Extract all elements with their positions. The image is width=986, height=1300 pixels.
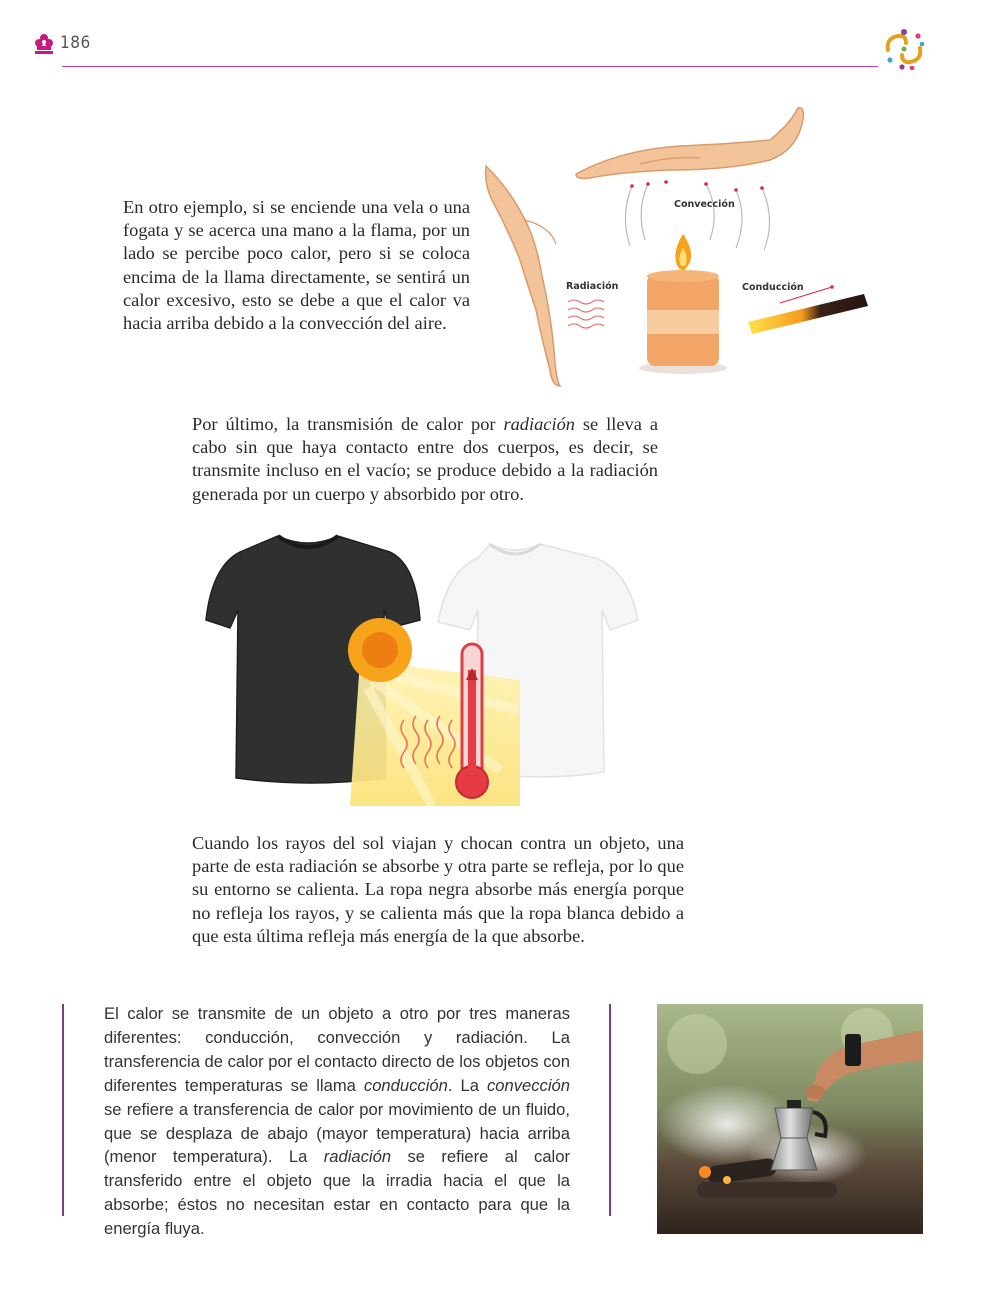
radiation-term: radiación — [503, 414, 575, 434]
figure-tshirts — [200, 530, 650, 810]
paragraph-sun-rays: Cuando los rayos del sol viajan y chocan contra un objeto, una parte de esta radiación se absorbe y otra parte se refleja, por lo que su entorno se calienta. La ropa negra absorbe más energía porque no refleja los rayos, y se calienta más que la ropa blanca debido a que esta última refleja más energía de la que absorbe. — [192, 833, 684, 946]
summary-part-2: . La — [447, 1075, 487, 1095]
flower-ornament-icon — [34, 32, 54, 56]
thermometer-icon — [456, 644, 488, 798]
summary-term-radiation: radiación — [323, 1147, 392, 1167]
summary-term-convection: convección — [486, 1075, 570, 1095]
label-conduction: Conducción — [742, 282, 804, 293]
paragraph-candle-example: En otro ejemplo, si se enciende una vela o una fogata y se acerca una mano a la flama, por un lado se percibe poco calor, pero si se coloca encima de la llama directamente, se sentirá un calor excesivo, esto se debe a que el calor va hacia arriba debido a la convección del aire. — [123, 197, 470, 334]
summary-text — [104, 1002, 570, 1241]
header-rule — [62, 66, 878, 67]
summary-part-3: se refiere a transferencia de calor por movimiento de un fluido, que se desplaza de abajo (mayor temperatura) hacia arriba (menor temperatura). La — [104, 1099, 570, 1167]
summary-part-1: El calor se transmite de un objeto a otro por tres maneras diferentes: conducción, convección y radiación. La transferencia de calor por el contacto directo de los objetos con diferentes temperaturas se llama — [104, 1004, 570, 1095]
radiation-text-start: Por último, la transmisión de calor por — [192, 414, 504, 434]
campfire-moka-pot-photo — [657, 1004, 923, 1234]
black-white-tshirts-illustration — [200, 530, 650, 810]
summary-right-bar — [609, 1004, 611, 1216]
colorful-swirl-logo-icon — [882, 28, 926, 70]
summary-part-4: se refiere al calor transferido entre el objeto que la irradia hacia el que la absorbe; éstos no necesitan estar en contacto para que la energía fluya. — [104, 1147, 570, 1239]
label-convection: Convección — [674, 199, 735, 210]
photo-campfire-coffee — [657, 1004, 923, 1234]
label-radiation: Radiación — [566, 281, 619, 292]
figure-heat-transfer — [480, 100, 880, 400]
header-logo-right — [882, 28, 926, 70]
summary-left-bar — [62, 1004, 64, 1216]
hands-candle-illustration — [480, 100, 880, 400]
radiation-text-end: se lleva a cabo sin que haya contacto entre dos cuerpos, es decir, se transmite incluso en el vacío; se produce debido a la radiación generada por un cuerpo y absorbido por otro. — [192, 414, 659, 504]
summary-term-conduction: conducción — [363, 1075, 448, 1095]
header-logo-left — [34, 32, 54, 56]
paragraph-radiation — [192, 413, 658, 506]
page-number: 186 — [60, 33, 91, 53]
